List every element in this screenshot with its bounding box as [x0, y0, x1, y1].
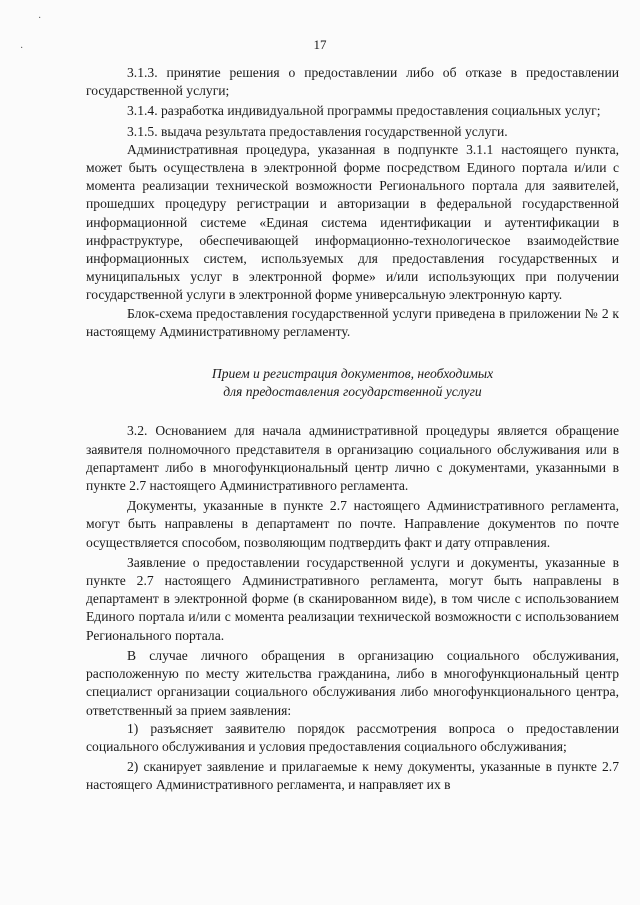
paragraph-3-1-5: 3.1.5. выдача результата предоставления государственной услуги.: [127, 123, 508, 139]
paragraph-personal-visit: В случае личного обращения в организацию социального обслуживания, расположенную по месту жительства гражданина, либо в многофункциональный центр специалист организации социального обслуживания либо многофункционального центра, ответственный за прием заявления:: [86, 647, 619, 718]
paragraph-block-scheme: Блок-схема предоставления государственной услуги приведена в приложении № 2 к настоящему Административному регламенту.: [86, 305, 619, 339]
scan-mark: ·: [38, 13, 42, 24]
list-item-2: 2) сканирует заявление и прилагаемые к нему документы, указанные в пункте 2.7 настоящего Административного регламента, и направляет их в: [86, 759, 619, 793]
paragraph-3-2: 3.2. Основанием для начала административной процедуры является обращение заявителя полномочного представителя в организацию социального обслуживания или в департамент либо в многофункциональный центр лично с документами, указанными в пункте 2.7 настоящего Административного регламента.: [86, 423, 619, 494]
paragraph-mail-documents: Документы, указанные в пункте 2.7 настоящего Административного регламента, могут быть направлены в департамент по почте. Направление документов по почте осуществляется способом, позволяющим подтвердить факт и дату отправления.: [86, 498, 619, 550]
paragraph-electronic-application: Заявление о предоставлении государственной услуги и документы, указанные в пункте 2.7 настоящего Административного регламента, могут быть направлены в департамент в электронной форме (в сканированном виде), в том числе с использованием Единого портала и/или с момента реализации технической возможности с использованием Регионального портала.: [86, 554, 619, 643]
paragraph-3-1-3: 3.1.3. принятие решения о предоставлении либо об отказе в предоставлении государственной услуги;: [86, 65, 619, 99]
document-body: [86, 64, 619, 795]
section-heading: [86, 365, 619, 401]
list-item-1: 1) разъясняет заявителю порядок рассмотрения вопроса о предоставлении социального обслуживания и условия предоставления социального обслуживания;: [86, 720, 619, 754]
scan-mark: ·: [20, 43, 24, 54]
section-heading-line-1: Прием и регистрация документов, необходимых: [211, 366, 494, 382]
section-heading-line-2: для предоставления государственной услуги: [223, 384, 482, 400]
paragraph-electronic-procedure: Административная процедура, указанная в подпункте 3.1.1 настоящего пункта, может быть осуществлена в электронной форме посредством Единого портала и/или с момента реализации технической возможности Регионального портала для заявителей, прошедших процедуру регистрации и авторизации в федеральной государственной информационной системе «Единая система идентификации и аутентификации в инфраструктуре, обеспечивающей информационно-технологическое взаимодействие информационных систем, используемых для предоставления государственных и муниципальных услуг в электронной форме» и/или использующих при получении государственной услуги в электронной форме универсальную электронную карту.: [86, 141, 619, 303]
page-number: 17: [313, 37, 327, 52]
paragraph-3-1-4: 3.1.4. разработка индивидуальной программы предоставления социальных услуг;: [127, 103, 601, 119]
